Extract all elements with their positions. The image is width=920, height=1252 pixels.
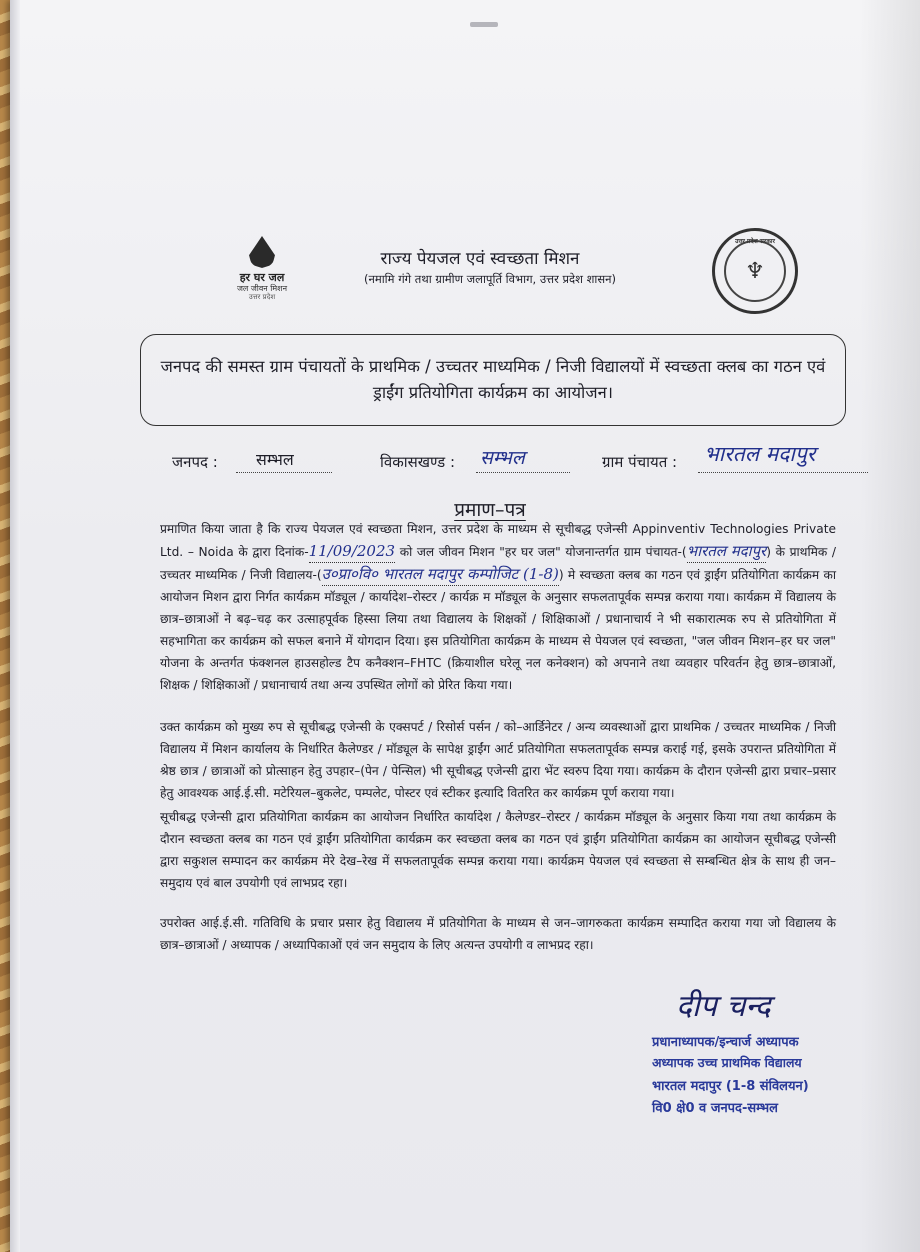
paragraph-3: सूचीबद्ध एजेन्सी द्वारा प्रतियोगिता कार्यक्रम का आयोजन निर्धारित कार्यादेश / कैलेण्डर–रोस्टर / कार्यक्रम मॉड्यूल के अनुसार किया गया तथा कार्यक्रम के दौरान स्वच्छता क्लब का गठन एवं ड्राईंग प्रतियोगिता कार्यक्रम कर स्वच्छता क्लब का गठन एवं ड्राईंग प्रतियोगिता कार्यक्रम का आयोजन सूचीबद्ध एजेन्सी द्वारा सकुशल सम्पादन कर कार्यक्रम मेरे देख–रेख में सफलतापूर्वक सम्पन्न कराया गया। कार्यक्रम पेयजल एवं स्वच्छता से सम्बन्धित क्षेत्र के साथ ही जन–समुदाय एवं बाल उपयोगी एवं लाभप्रद रहा। xyxy=(160,810,836,890)
paragraph-4: उपरोक्त आई.ई.सी. गतिविधि के प्रचार प्रसार हेतु विद्यालय में प्रतियोगिता के माध्यम से जन–जागरुकता कार्यक्रम सम्पादित कराया गया जो विद्यालय के छात्र–छात्राओं / अध्यापक / अध्यापिकाओं एवं जन समुदाय के लिए अत्यन्त उपयोगी व लाभप्रद रहा। xyxy=(160,916,836,952)
har-ghar-jal-logo xyxy=(232,236,292,312)
staple-mark xyxy=(470,22,498,27)
stamp-line2: अध्यापक उच्च प्राथमिक विद्यालय xyxy=(652,1055,802,1070)
seal-text: उत्तर प्रदेश सरकार xyxy=(735,238,775,245)
p1-text-d: ) मे स्वच्छता क्लब का गठन एवं ड्राईंग प्रतियोगिता कार्यक्रम का आयोजन मिशन द्वारा निर्गत कार्यक्रम मॉड्यूल / कार्यादेश–रोस्टर / कार्यक्र म मॉड्यूल के अनुसार सफलतापूर्वक सम्पन्न कराया गया। कार्यक्रम में विद्यालय के छात्र–छात्राओं ने बढ़–चढ़ कर उत्साहपूर्वक हिस्सा लिया तथा विद्यालय के शिक्षकों / शिक्षिकाओं / प्रधानाचार्य ने भी सकारात्मक रुप से प्रतियोगिता में सहभागिता कर कार्यक्रम को सफल बनाने में योगदान दिया। इस प्रतियोगिता कार्यक्रम के माध्यम से पेयजल एवं स्वच्छता, "जल जीवन मिशन–हर घर जल" योजना के अन्तर्गत फंक्शनल हाउसहोल्ड टैप कनैक्शन–FHTC (क्रियाशील घरेलू नल कनेक्शन) को अपनाने तथा व्यवहार परिवर्तन हेतु छात्र–छात्राओं, शिक्षक / शिक्षिकाओं / प्रधानाचार्य तथा अन्य उपस्थित लोगों को प्रेरित किया गया। xyxy=(160,568,836,692)
gram-handwritten: भारतल मदापुर xyxy=(687,540,767,563)
vikas-dotted-line xyxy=(476,472,570,473)
janpad-value: सम्भल xyxy=(256,450,294,469)
logo-line1: हर घर जल xyxy=(239,271,285,284)
paragraph-1 xyxy=(160,518,836,696)
janpad-label: जनपद : xyxy=(172,453,218,471)
stamp-line1: प्रधानाध्यापक/इन्चार्ज अध्यापक xyxy=(652,1035,799,1050)
date-handwritten: 11/09/2023 xyxy=(309,540,395,563)
header-title: राज्य पेयजल एवं स्वच्छता मिशन xyxy=(380,249,580,269)
gram-dotted-line xyxy=(698,472,868,473)
banner-text: जनपद की समस्त ग्राम पंचायतों के प्राथमिक / उच्चतर माध्यमिक / निजी विद्यालयों में स्वच्छता क्लब का गठन एवं ड्राईंग प्रतियोगिता कार्यक्रम का आयोजन। xyxy=(160,357,826,402)
vikas-value: सम्भल xyxy=(480,447,525,469)
gram-value: भारतल मदापुर xyxy=(704,442,816,466)
certificate-title: प्रमाण–पत्र xyxy=(454,499,526,521)
water-drop-tap-icon xyxy=(249,236,275,268)
paragraph-2: उक्त कार्यक्रम को मुख्य रुप से सूचीबद्ध एजेन्सी के एक्सपर्ट / रिसोर्स पर्सन / को–आर्डिनेटर / अन्य व्यवस्थाओं द्वारा प्राथमिक / उच्चतर माध्यमिक / निजी विद्यालय में मिशन कार्यालय के निर्धारित कैलेण्डर / मॉड्यूल के सापेक्ष ड्राईंग आर्ट प्रतियोगिता सफलतापूर्वक सम्पन्न कराई गई, इसके उपरान्त प्रतियोगिता में श्रेष्ठ छात्र / छात्राओं को प्रोत्साहन हेतु उपहार–(पेन / पेन्सिल) भी सूचीबद्ध एजेन्सी द्वारा भेंट स्वरुप दिया गया। कार्यक्रम के दौरान एजेन्सी द्वारा प्रचार–प्रसार हेतु आवश्यक आई.ई.सी. मटेरियल–बुकलेट, पम्पलेट, पोस्टर एवं स्टीकर इत्यादि वितरित कर कार्यक्रम पूर्ण कराया गया। xyxy=(160,720,836,800)
p1-text-b: को जल जीवन मिशन "हर घर जल" योजनान्तर्गत ग्राम पंचायत-( xyxy=(399,545,687,559)
p1-text-c: ) के प्राथमिक / उच्चतर माध्यमिक / निजी विद्यालय-( xyxy=(160,545,837,582)
vikas-label: विकासखण्ड : xyxy=(380,453,456,471)
school-handwritten: उ०प्रा०वि० भारतल मदापुर कम्पोजिट (1-8) xyxy=(322,563,559,586)
up-government-seal xyxy=(712,228,798,314)
stamp-line3: भारतल मदापुर (1-8 संविलयन) xyxy=(652,1079,809,1094)
p1-text-a: प्रमाणित किया जाता है कि राज्य पेयजल एवं स्वच्छता मिशन, उत्तर प्रदेश के माध्यम से सूचीबद्ध एजेन्सी Appinventiv Technologies Private Ltd. – Noida के द्वारा दिनांक- xyxy=(160,522,836,559)
seal-emblem-icon: ♆ xyxy=(724,240,786,302)
header-subtitle: (नमामि गंगे तथा ग्रामीण जलापूर्ति विभाग, उत्तर प्रदेश शासन) xyxy=(363,272,617,286)
page-shading xyxy=(860,0,920,1252)
program-banner xyxy=(140,334,846,426)
gram-label: ग्राम पंचायत : xyxy=(602,453,678,471)
paper-edge xyxy=(10,0,20,1252)
logo-line2: जल जीवन मिशन xyxy=(236,284,288,293)
handwritten-signature: दीप चन्द xyxy=(676,989,771,1024)
logo-line3: उत्तर प्रदेश xyxy=(248,293,276,301)
stamp-line4: वि0 क्षे0 व जनपद-सम्भल xyxy=(652,1101,778,1116)
janpad-dotted-line xyxy=(236,472,332,473)
